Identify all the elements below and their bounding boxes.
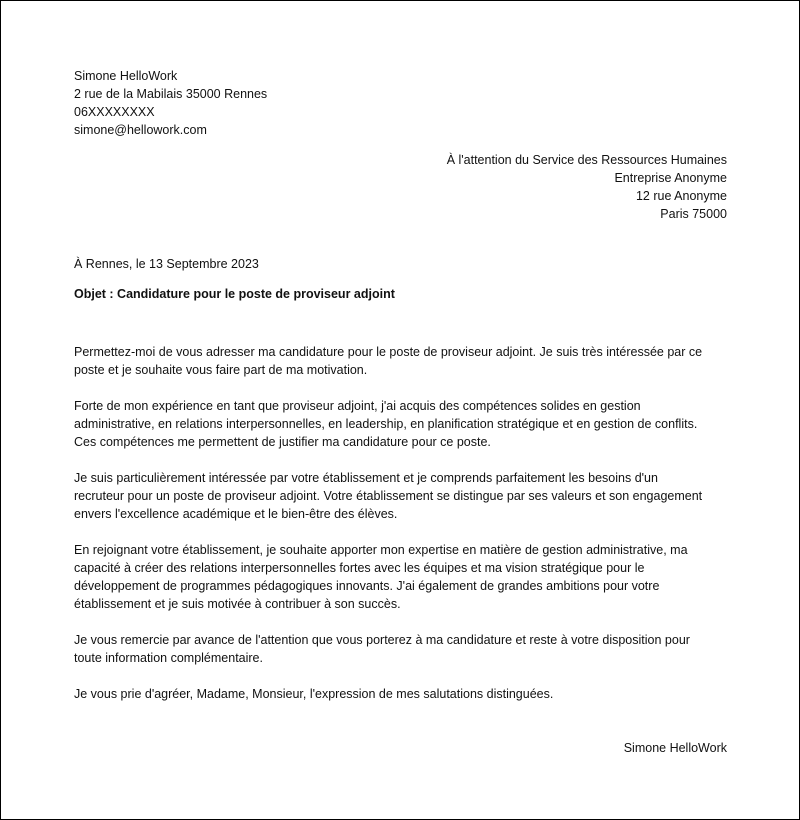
signature: Simone HelloWork <box>623 741 727 755</box>
paragraph-line: établissement et je suis motivée à contribuer à son succès. <box>74 597 401 611</box>
paragraph <box>74 631 734 667</box>
paragraph <box>74 685 734 703</box>
sender-email: simone@hellowork.com <box>74 123 207 137</box>
paragraph-line: Forte de mon expérience en tant que proviseur adjoint, j'ai acquis des compétences solides en gestion <box>74 399 641 413</box>
paragraph-line: toute information complémentaire. <box>74 651 263 665</box>
paragraph <box>74 541 734 613</box>
paragraph-line: administrative, en relations interpersonnelles, en leadership, en planification stratégique et en gestion de conflits. <box>74 417 698 431</box>
letter-date: À Rennes, le 13 Septembre 2023 <box>74 257 259 271</box>
paragraph-line: Ces compétences me permettent de justifier ma candidature pour ce poste. <box>74 435 491 449</box>
recipient-attention: À l'attention du Service des Ressources Humaines <box>446 153 727 167</box>
sender-address: 2 rue de la Mabilais 35000 Rennes <box>74 87 268 101</box>
paragraph <box>74 469 734 523</box>
paragraph-line: envers l'excellence académique et le bien-être des élèves. <box>74 507 398 521</box>
recipient-street: 12 rue Anonyme <box>635 189 727 203</box>
paragraph-line: Permettez-moi de vous adresser ma candidature pour le poste de proviseur adjoint. Je suis très intéressée par ce <box>74 345 703 359</box>
sender-name: Simone HelloWork <box>74 69 178 83</box>
recipient-block <box>447 151 727 223</box>
paragraph-line: poste et je souhaite vous faire part de ma motivation. <box>74 363 368 377</box>
letter-subject: Objet : Candidature pour le poste de proviseur adjoint <box>74 287 395 301</box>
paragraph-line: En rejoignant votre établissement, je souhaite apporter mon expertise en matière de gestion administrative, ma <box>74 543 688 557</box>
paragraph-line: Je vous remercie par avance de l'attention que vous porterez à ma candidature et reste à votre disposition pour <box>74 633 690 647</box>
paragraph-line: Je suis particulièrement intéressée par votre établissement et je comprends parfaitement les besoins d'un <box>74 471 658 485</box>
paragraph-line: Je vous prie d'agréer, Madame, Monsieur, l'expression de mes salutations distinguées. <box>74 687 554 701</box>
paragraph-line: recruteur pour un poste de proviseur adjoint. Votre établissement se distingue par ses valeurs et son engagement <box>74 489 703 503</box>
sender-block <box>74 67 267 139</box>
sender-phone: 06XXXXXXXX <box>74 105 155 119</box>
paragraph <box>74 343 734 379</box>
recipient-company: Entreprise Anonyme <box>614 171 727 185</box>
paragraph <box>74 397 734 451</box>
recipient-city: Paris 75000 <box>660 207 727 221</box>
paragraph-line: capacité à créer des relations interpersonnelles fortes avec les équipes et ma vision stratégique pour le <box>74 561 645 575</box>
letter-body <box>74 343 734 721</box>
paragraph-line: développement de programmes pédagogiques innovants. J'ai également de grandes ambitions pour votre <box>74 579 660 593</box>
